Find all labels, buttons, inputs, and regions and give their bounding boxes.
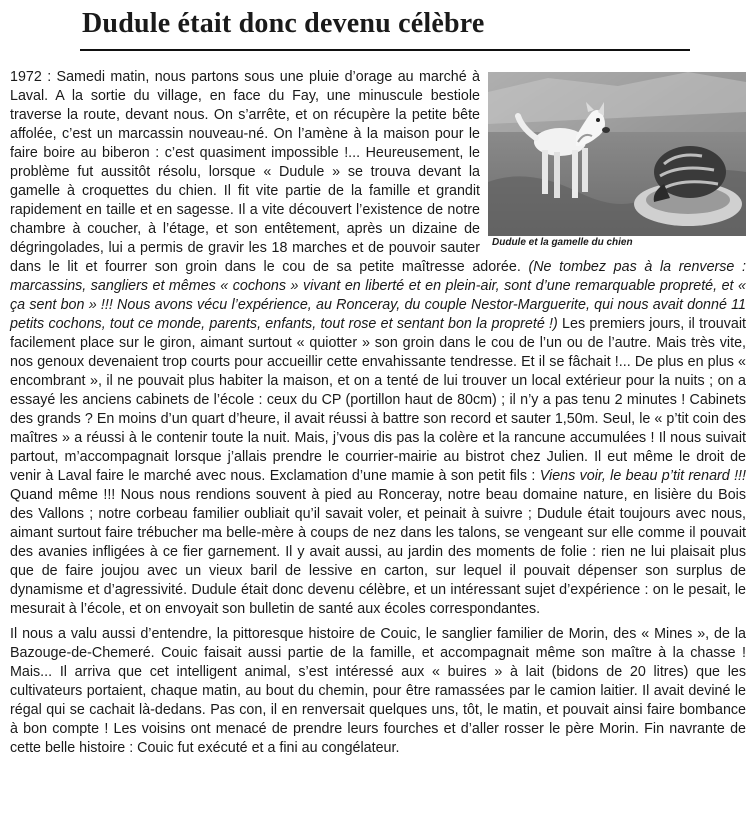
paragraph-1-aside-italic: (Ne tombez pas à la renverse : marcassins, sangliers et mêmes « cochons » vivant en liberté et en plein-air, sont d’une remarquable propreté, et « ça sent bon » !!! Nous avons vécu l’expérience, au Ronceray, du couple Nestor-Marguerite, qui nous avait donné 11 petits cochons, tout ce monde, parents, enfants, tout rose et sentant bon la propreté !) (10, 259, 747, 332)
article-body (10, 68, 746, 758)
photo-caption: Dudule et la gamelle du chien (492, 237, 633, 248)
paragraph-2: Il nous a valu aussi d’entendre, la pittoresque histoire de Couic, le sanglier familier de Morin, des « Mines », de la Bazouge-de-Chemeré. Couic faisait aussi partie de la famille, et accompagnait même son maître à la chasse ! Mais... Il arriva que cet intelligent animal, s’est intéressé aux « buires » à lait (bidons de 20 litres) que les cultivateurs portaient, chaque matin, au bout du chemin, pour être ramassées par le camion laitier. Il avait deviné le régal qui se cachait là-dedans. Pas con, il en renversait quelques uns, tôt, le matin, et pouvait ainsi faire bombance à bon compte ! Les voisins ont menacé de prendre leurs fourches et d’aller rosser le père Morin. Fin navrante de cette belle histoire : Couic fut exécuté et a fini au congélateur. (10, 626, 746, 756)
paragraph-1-text-a: 1972 : Samedi matin, nous partons sous une pluie d’orage au marché à Laval. A la sortie du village, en face du Fay, une minuscule bestiole traverse la route, devant nous. On s’arrête, et on récupère la petite bête affolée, c’est un marcassin nouveau-né. On l’amène à la maison pour le faire boire au biberon : c’est quasiment impossible !... Heureusement, le problème fut aussitôt résolu, lorsque « Dudule » se trouva devant la gamelle à croquettes du chien. Il fit vite partie de la famille et grandit rapidement en taille et en sagesse. Il a vite découvert l’existence de notre chambre à coucher, à l’étage, et son entêtement, après un dizaine de dégringolades, lui a permis de gravir les 18 marches et de pouvoir sauter dans le lit et fourrer son groin dans le cou de sa petite maîtresse adorée. (10, 69, 529, 275)
paragraph-1-text-c: Les premiers jours, il trouvait facilement place sur le giron, aimant surtout « quiotter » son groin dans le cou de l’un ou de l’autre. Mais très vite, nos genoux devenaient trop courts pour accueillir cette envahissante tendresse. Et il se fâchait !... De plus en plus « encombrant », il ne pouvait plus habiter la maison, et on a tenté de lui trouver un local extérieur pour la nuits ; on a essayé les anciens cabinets de l’école : ceux du CP (portillon haut de 80cm) ; il n’y a pas tenu 2 minutes ! Cabinets des grands ? En moins d’un quart d’heure, il avait réussi à battre son record et sauter 1,50m. Seul, le « p’tit coin des maîtres » a réussi à le contenir toute la nuit. Mais, j’vous dis pas la colère et la rancune accumulées ! Il nous suivait partout, m’accompagnait lorsque j’allais prendre le courrier-mairie au bistrot chez Julien. Il eut même le droit de venir à Laval faire le marché avec nous. Exclamation d’une mamie à son petit fils : (10, 316, 746, 484)
photo-dog-and-boar (488, 72, 746, 236)
paragraph-1-quote-italic: Viens voir, le beau p’tit renard !!! (539, 468, 747, 484)
page-title: Dudule était donc devenu célèbre (82, 8, 485, 39)
title-divider (80, 49, 690, 51)
photo-figure (488, 72, 746, 250)
paragraph-1-text-e: Quand même !!! Nous nous rendions souvent à pied au Ronceray, notre beau domaine nature, en lisière du Bois des Vallons ; notre corbeau familier oubliait qu’il savait voler, et peinait à suivre ; Dudule était toujours avec nous, aimant surtout faire trébucher ma belle-mère à coups de nez dans les talons, se vengeant sur elle comme il pouvait des avanies infligées à ce fier garnement. Il y avait aussi, au jardin des moments de folie : rien ne lui plaisait plus que de faire joujou avec un vieux baril de lessive en carton, sur lequel il pouvait dépenser son surplus de dynamisme et d’agressivité. Dudule était donc devenu célèbre, et un intéressant sujet d’expérience : on le pesait, le mesurait à l’école, et on envoyait son bulletin de santé aux écoles correspondantes. (10, 487, 746, 617)
